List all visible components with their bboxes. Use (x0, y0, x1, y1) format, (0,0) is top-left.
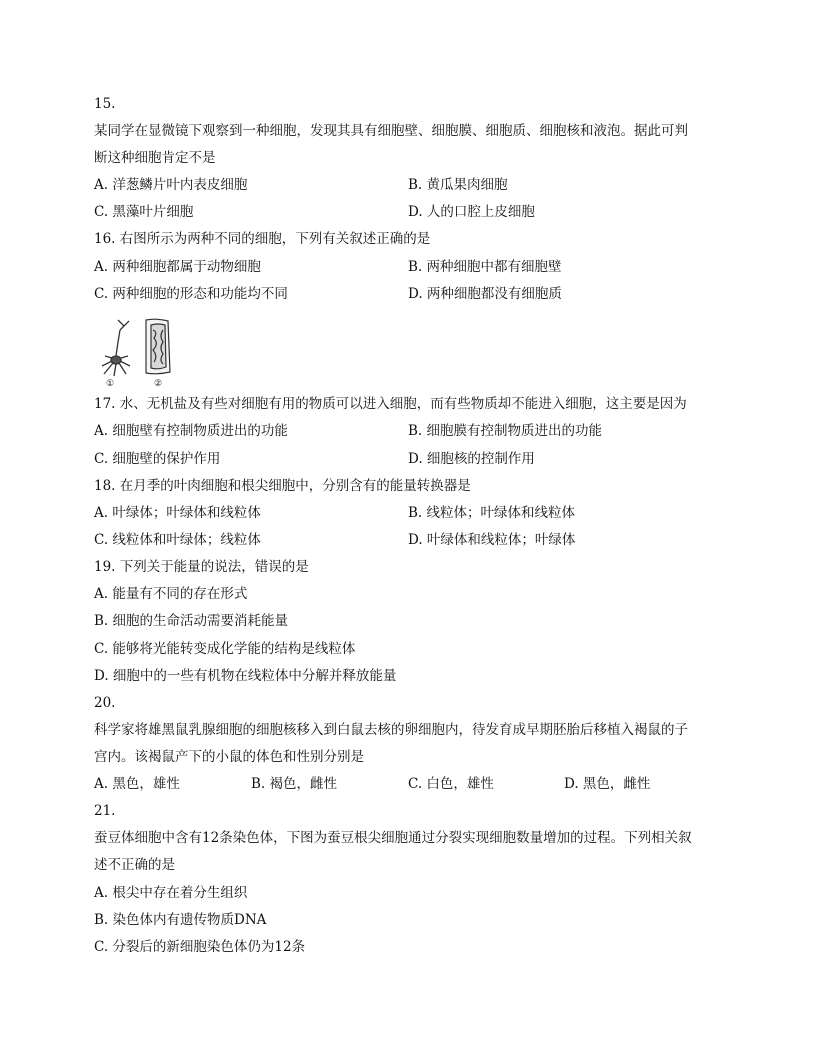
question-15-stem-line2: 断这种细胞肯定不是 (94, 150, 216, 166)
question-20-stem-line2: 宫内。该褐鼠产下的小鼠的体色和性别分别是 (94, 749, 364, 765)
question-21-option-a: A. 根尖中存在着分生组织 (94, 885, 248, 901)
plant-cell-drawing (146, 319, 170, 374)
question-15-stem-line1: 某同学在显微镜下观察到一种细胞，发现其具有细胞壁、细胞膜、细胞质、细胞核和液泡。据此可判 (94, 123, 688, 139)
question-19-option-c: C. 能够将光能转变成化学能的结构是线粒体 (94, 641, 356, 657)
question-20-option-a: A. 黑色，雄性 (94, 776, 180, 792)
question-15-option-c: C. 黑藻叶片细胞 (94, 204, 194, 220)
question-20-option-c: C. 白色，雄性 (408, 776, 494, 792)
question-18-stem: 18. 在月季的叶肉细胞和根尖细胞中，分别含有的能量转换器是 (94, 478, 471, 494)
question-17-option-b: B. 细胞膜有控制物质进出的功能 (408, 423, 603, 439)
question-16-option-a: A. 两种细胞都属于动物细胞 (94, 259, 261, 275)
question-18-option-d: D. 叶绿体和线粒体；叶绿体 (408, 532, 576, 548)
figure-label-2: ② (154, 379, 163, 389)
question-21-stem-line2: 述不正确的是 (94, 857, 175, 873)
question-18-option-c: C. 线粒体和叶绿体；线粒体 (94, 532, 261, 548)
question-15-number: 15. (94, 96, 116, 112)
question-18-option-a: A. 叶绿体；叶绿体和线粒体 (94, 505, 261, 521)
question-17-option-c: C. 细胞壁的保护作用 (94, 451, 221, 467)
question-17-option-d: D. 细胞核的控制作用 (408, 451, 535, 467)
question-16-option-b: B. 两种细胞中都有细胞壁 (408, 259, 562, 275)
question-17-stem: 17. 水、无机盐及有些对细胞有用的物质可以进入细胞，而有些物质却不能进入细胞，这主要是因为 (94, 396, 687, 412)
question-19-stem: 19. 下列关于能量的说法，错误的是 (94, 559, 309, 575)
question-19-option-d: D. 细胞中的一些有机物在线粒体中分解并释放能量 (94, 668, 397, 684)
question-16-option-c: C. 两种细胞的形态和功能均不同 (94, 286, 288, 302)
question-16-option-d: D. 两种细胞都没有细胞质 (408, 286, 562, 302)
question-18-option-b: B. 线粒体；叶绿体和线粒体 (408, 505, 576, 521)
question-16-stem: 16. 右图所示为两种不同的细胞，下列有关叙述正确的是 (94, 231, 431, 247)
question-15-option-d: D. 人的口腔上皮细胞 (408, 204, 535, 220)
question-20-number: 20. (94, 695, 116, 711)
figure-label-1: ① (106, 379, 115, 389)
question-15-option-b: B. 黄瓜果肉细胞 (408, 177, 508, 193)
question-17-option-a: A. 细胞壁有控制物质进出的功能 (94, 423, 288, 439)
cell-figure (96, 316, 182, 390)
question-21-stem-line1: 蚕豆体细胞中含有12条染色体，下图为蚕豆根尖细胞通过分裂实现细胞数量增加的过程。下列相关叙 (94, 830, 692, 846)
question-21-option-b: B. 染色体内有遗传物质DNA (94, 912, 267, 928)
cell-illustration (96, 316, 182, 378)
question-15-option-a: A. 洋葱鳞片叶内表皮细胞 (94, 177, 248, 193)
question-21-number: 21. (94, 803, 116, 819)
question-20-option-d: D. 黑色，雌性 (564, 776, 651, 792)
question-19-option-a: A. 能量有不同的存在形式 (94, 586, 248, 602)
question-20-stem-line1: 科学家将雄黑鼠乳腺细胞的细胞核移入到白鼠去核的卵细胞内，待发育成早期胚胎后移植入褐鼠的子 (94, 722, 688, 738)
question-19-option-b: B. 细胞的生命活动需要消耗能量 (94, 613, 289, 629)
question-21-option-c: C. 分裂后的新细胞染色体仍为12条 (94, 939, 306, 955)
question-20-option-b: B. 褐色，雌性 (251, 776, 338, 792)
nerve-cell-drawing (102, 320, 130, 376)
